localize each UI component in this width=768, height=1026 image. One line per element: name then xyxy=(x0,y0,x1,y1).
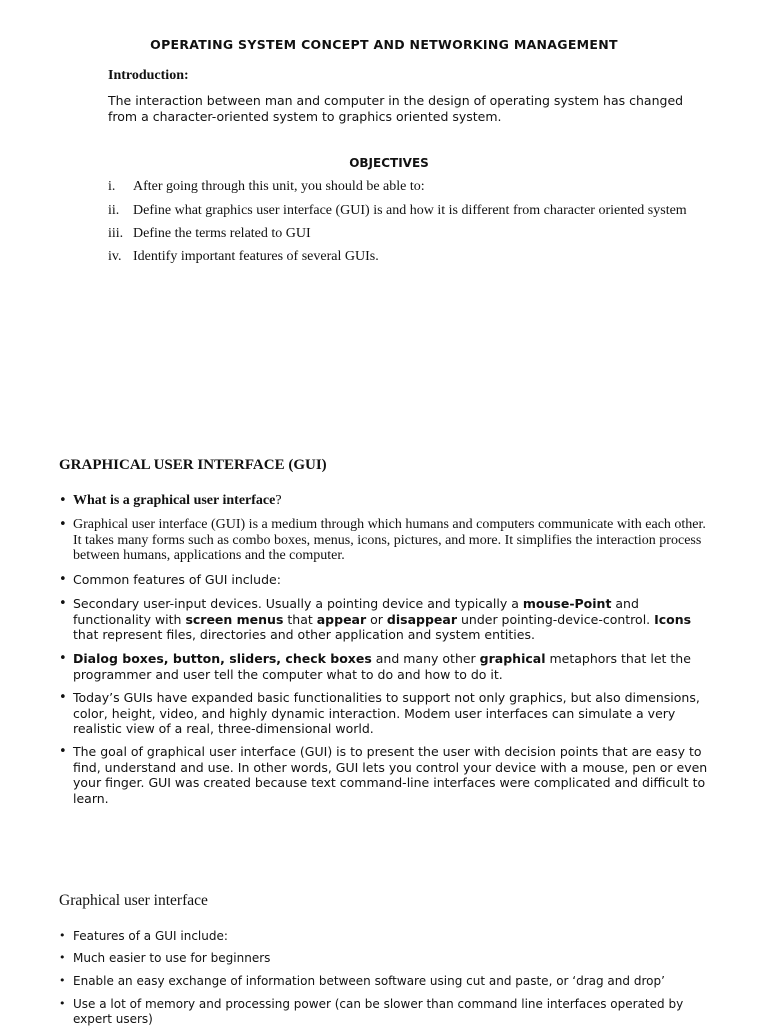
list-item xyxy=(59,572,709,588)
list-number: ii. xyxy=(108,203,120,218)
list-item xyxy=(108,249,708,265)
list-number: iii. xyxy=(108,226,124,241)
list-item xyxy=(59,651,709,682)
list-item xyxy=(59,493,709,509)
list-item xyxy=(108,179,708,195)
bullet-icon: • xyxy=(59,493,67,508)
gui-section2-heading: Graphical user interface xyxy=(59,892,208,909)
bullet-icon: • xyxy=(59,651,67,666)
objectives-list xyxy=(108,179,708,265)
list-item-text: What is a graphical user interface? xyxy=(73,493,282,508)
introduction-heading: Introduction: xyxy=(108,68,189,83)
bullet-icon: • xyxy=(59,929,66,942)
bullet-icon: • xyxy=(59,690,67,705)
list-item xyxy=(59,929,709,944)
list-number: iv. xyxy=(108,249,122,264)
gui-section-heading: GRAPHICAL USER INTERFACE (GUI) xyxy=(59,457,327,473)
list-item xyxy=(59,690,709,737)
bullet-icon: • xyxy=(59,997,66,1010)
list-item xyxy=(108,226,708,242)
list-item-text: Define the terms related to GUI xyxy=(133,226,311,241)
list-item xyxy=(59,517,709,564)
introduction-paragraph: The interaction between man and computer in the design of operating system has changed from a character-oriented system to graphics oriented system. xyxy=(108,93,684,124)
list-item-text: Identify important features of several GUIs. xyxy=(133,249,379,264)
bullet-icon: • xyxy=(59,744,67,759)
list-item xyxy=(59,951,709,966)
list-item-text: Much easier to use for beginners xyxy=(73,951,271,965)
bullet-icon: • xyxy=(59,951,66,964)
list-number: i. xyxy=(108,179,116,194)
objectives-heading: OBJECTIVES xyxy=(349,156,429,170)
list-item xyxy=(59,997,709,1026)
bullet-icon: • xyxy=(59,517,67,532)
list-item-text: Define what graphics user interface (GUI) is and how it is different from character oriented system xyxy=(133,203,687,218)
list-item-text: Enable an easy exchange of information between software using cut and paste, or ‘drag and drop’ xyxy=(73,974,665,988)
list-item xyxy=(59,744,709,806)
list-item-text: Dialog boxes, button, sliders, check boxes and many other graphical metaphors that let the programmer and user tell the computer what to do and how to do it. xyxy=(73,651,691,682)
list-item-text: After going through this unit, you should be able to: xyxy=(133,179,425,194)
list-item-text: The goal of graphical user interface (GUI) is to present the user with decision points that are easy to find, understand and use. In other words, GUI lets you control your device with a mouse, pen or even your finger. GUI was created because text command-line interfaces were complicated and difficult to learn. xyxy=(73,744,708,806)
list-item xyxy=(108,203,708,219)
list-item-text: Secondary user-input devices. Usually a pointing device and typically a mouse-Point and functionality with screen menus that appear or disappear under pointing-device-control. Icons that represent files, directories and other application and system entities. xyxy=(73,596,692,642)
list-item-text: Use a lot of memory and processing power (can be slower than command line interfaces operated by expert users) xyxy=(73,997,684,1026)
bullet-icon: • xyxy=(59,974,66,987)
list-item-text: Graphical user interface (GUI) is a medium through which humans and computers communicate with each other. It takes many forms such as combo boxes, menus, icons, pictures, and more. It simplifies the interaction process between humans, applications and the computer. xyxy=(73,517,706,563)
document-title: OPERATING SYSTEM CONCEPT AND NETWORKING MANAGEMENT xyxy=(150,37,618,52)
list-item xyxy=(59,974,709,989)
list-item-text: Features of a GUI include: xyxy=(73,929,228,943)
bullet-icon: • xyxy=(59,596,67,611)
list-item-text: Today’s GUIs have expanded basic functionalities to support not only graphics, but also dimensions, color, height, video, and highly dynamic interaction. Modem user interfaces can simulate a very realistic view of a real, three-dimensional world. xyxy=(73,690,700,736)
bullet-icon: • xyxy=(59,572,67,587)
list-item-text: Common features of GUI include: xyxy=(73,572,281,587)
list-item xyxy=(59,596,709,643)
